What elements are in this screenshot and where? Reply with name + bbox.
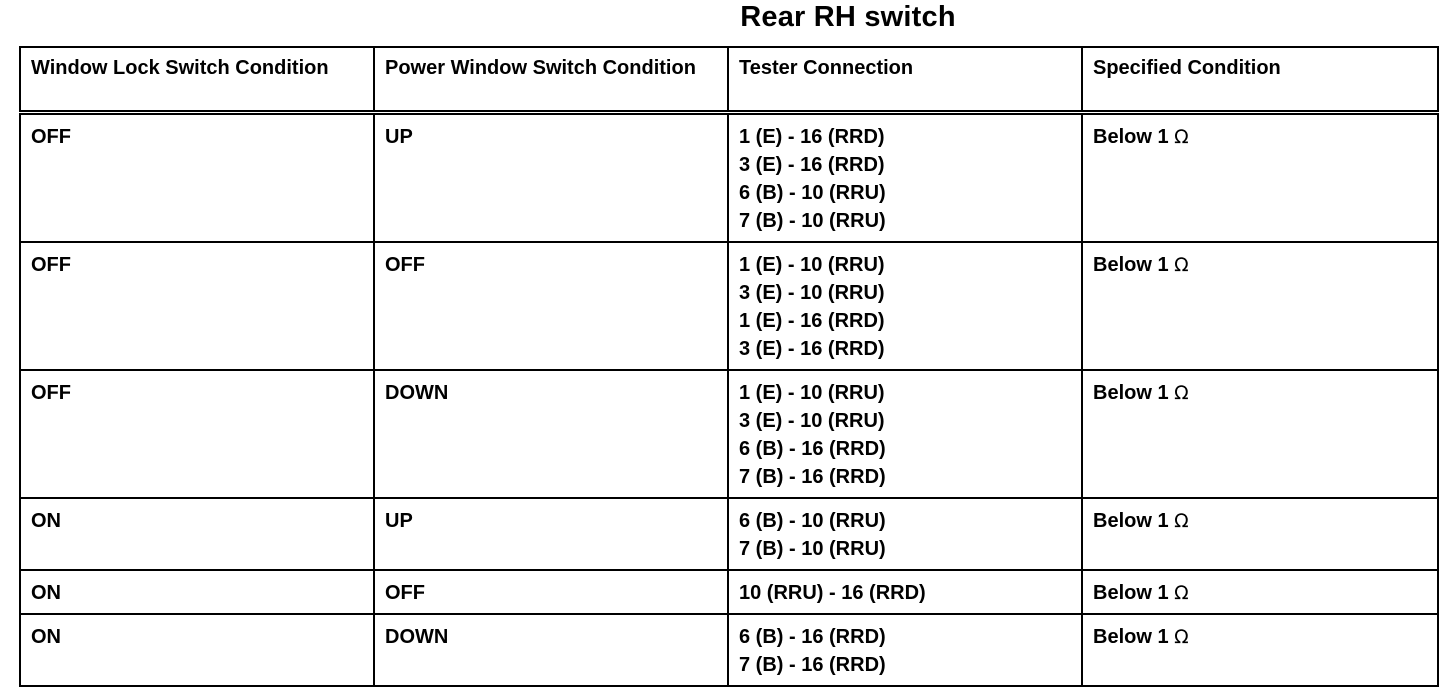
specified-value: Below 1 [1093, 382, 1169, 404]
table-header [20, 47, 1438, 113]
page-title: Rear RH switch [740, 1, 956, 33]
specified-value: Below 1 [1093, 626, 1169, 648]
power-condition-cell: DOWN [374, 614, 728, 686]
tester-connection-line: 7 (B) - 16 (RRD) [739, 654, 886, 676]
tester-connection-line: 6 (B) - 10 (RRU) [739, 182, 886, 204]
tester-connection-cell [728, 498, 1082, 570]
lock-condition-cell: ON [20, 570, 374, 614]
ohm-unit: Ω [1174, 126, 1189, 148]
power-condition-cell: UP [374, 113, 728, 243]
switch-inspection-table [19, 46, 1439, 687]
lock-condition-cell: OFF [20, 113, 374, 243]
ohm-unit: Ω [1174, 510, 1189, 532]
specified-condition-cell [1082, 498, 1438, 570]
tester-connection-line: 7 (B) - 10 (RRU) [739, 210, 886, 232]
header-row [20, 47, 1438, 113]
power-condition-cell: UP [374, 498, 728, 570]
table-row [20, 498, 1438, 570]
ohm-unit: Ω [1174, 582, 1189, 604]
table-row [20, 242, 1438, 370]
specified-condition-cell [1082, 614, 1438, 686]
table-row [20, 614, 1438, 686]
tester-connection-line: 1 (E) - 16 (RRD) [739, 126, 885, 148]
tester-connection-line: 3 (E) - 16 (RRD) [739, 338, 885, 360]
lock-condition-cell: ON [20, 614, 374, 686]
ohm-unit: Ω [1174, 382, 1189, 404]
lock-condition-cell: OFF [20, 370, 374, 498]
tester-connection-line: 7 (B) - 10 (RRU) [739, 538, 886, 560]
power-condition-cell: OFF [374, 570, 728, 614]
specified-condition-cell [1082, 242, 1438, 370]
lock-condition-cell: OFF [20, 242, 374, 370]
tester-connection-cell [728, 614, 1082, 686]
tester-connection-line: 3 (E) - 10 (RRU) [739, 282, 885, 304]
power-condition-cell: DOWN [374, 370, 728, 498]
header-window-lock-switch-condition: Window Lock Switch Condition [20, 47, 374, 113]
header-power-window-switch-condition: Power Window Switch Condition [374, 47, 728, 113]
table-row [20, 113, 1438, 243]
specified-value: Below 1 [1093, 126, 1169, 148]
tester-connection-line: 1 (E) - 16 (RRD) [739, 310, 885, 332]
ohm-unit: Ω [1174, 626, 1189, 648]
tester-connection-line: 6 (B) - 10 (RRU) [739, 510, 886, 532]
tester-connection-line: 6 (B) - 16 (RRD) [739, 438, 886, 460]
tester-connection-line: 1 (E) - 10 (RRU) [739, 254, 885, 276]
header-tester-connection: Tester Connection [728, 47, 1082, 113]
power-condition-cell: OFF [374, 242, 728, 370]
tester-connection-cell [728, 242, 1082, 370]
specified-value: Below 1 [1093, 254, 1169, 276]
tester-connection-line: 6 (B) - 16 (RRD) [739, 626, 886, 648]
tester-connection-cell [728, 113, 1082, 243]
ohm-unit: Ω [1174, 254, 1189, 276]
specified-condition-cell [1082, 113, 1438, 243]
tester-connection-line: 3 (E) - 10 (RRU) [739, 410, 885, 432]
specified-value: Below 1 [1093, 510, 1169, 532]
specified-value: Below 1 [1093, 582, 1169, 604]
tester-connection-line: 1 (E) - 10 (RRU) [739, 382, 885, 404]
tester-connection-line: 3 (E) - 16 (RRD) [739, 154, 885, 176]
table-row [20, 370, 1438, 498]
tester-connection-cell [728, 370, 1082, 498]
table-body [20, 113, 1438, 687]
header-specified-condition: Specified Condition [1082, 47, 1438, 113]
specified-condition-cell [1082, 370, 1438, 498]
tester-connection-line: 10 (RRU) - 16 (RRD) [739, 582, 926, 604]
tester-connection-line: 7 (B) - 16 (RRD) [739, 466, 886, 488]
specified-condition-cell [1082, 570, 1438, 614]
tester-connection-cell [728, 570, 1082, 614]
table-row [20, 570, 1438, 614]
lock-condition-cell: ON [20, 498, 374, 570]
